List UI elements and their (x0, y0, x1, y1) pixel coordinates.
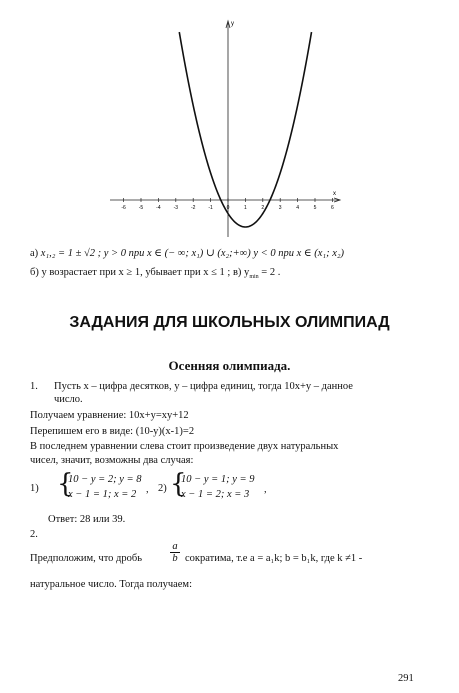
section-heading: ЗАДАНИЯ ДЛЯ ШКОЛЬНЫХ ОЛИМПИАД (69, 314, 390, 331)
case-2-row-1: 10 − y = 1; y = 9 (181, 474, 255, 485)
fraction-a-over-b (170, 541, 180, 564)
page-number: 291 (398, 673, 414, 684)
x-tick-label: 3 (278, 205, 282, 211)
answer-a (30, 247, 344, 260)
answer-b (30, 266, 280, 284)
answer-b-sub: min (249, 274, 259, 281)
x-tick-label: 6 (331, 205, 334, 211)
case-2-row-2: x − 1 = 2; x = 3 (181, 489, 250, 500)
case-1-row-1: 10 − y = 2; y = 8 (68, 474, 142, 485)
problem-1-line-5: чисел, значит, возможны два случая: (30, 455, 194, 466)
answer-a-formula: x₁,₂ = 1 ± √2 ; y > 0 при x ∈ (− ∞; x₁) ∪ (x₂;+∞) y < 0 при x ∈ (x₁; x₂) (40, 248, 344, 259)
fraction-denominator: b (172, 553, 178, 564)
problem-1-line-4: В последнем уравнении слева стоит произведение двух натуральных (30, 441, 339, 452)
case-1-brace: { (57, 469, 74, 499)
x-tick-label: 4 (296, 205, 299, 211)
problem-2-text-after: сократима, т.е a = a₁k; b = b₁k, где k ≠1 - (185, 553, 363, 564)
case-separator-2: , (264, 484, 267, 495)
x-tick-label: -5 (138, 205, 144, 211)
problem-1-number: 1. (30, 381, 38, 392)
parabola-curve (179, 32, 311, 227)
x-axis-label: x (333, 191, 336, 197)
answer-b-text: б) y возрастает при x ≥ 1, убывает при x ≤ 1 ; в) y (30, 267, 250, 278)
problem-1-answer: Ответ: 28 или 39. (48, 514, 126, 525)
section-subheading: Осенняя олимпиада. (168, 358, 291, 373)
x-tick-label: -6 (121, 205, 126, 211)
x-tick-label: -1 (208, 205, 213, 211)
case-2-system (170, 469, 265, 503)
x-tick-label: -2 (190, 205, 196, 211)
problem-1-line-2: Получаем уравнение: 10x+y=xy+12 (30, 410, 189, 421)
problem-2-line-2: натуральное число. Тогда получаем: (30, 579, 192, 590)
case-separator-1: , (146, 484, 149, 495)
case-1-label: 1) (30, 483, 39, 494)
problem-1-line-3: Перепишем его в виде: (10-y)(x-1)=2 (30, 426, 195, 437)
case-2-brace: { (170, 469, 187, 499)
x-tick-label: 1 (244, 205, 247, 211)
problem-2-text-before: Предположим, что дробь (30, 553, 143, 564)
x-tick-label: -4 (156, 205, 161, 211)
problem-1-line-1: Пусть x – цифра десятков, y – цифра единиц, тогда 10x+y – данное (54, 381, 353, 392)
case-1-system (57, 469, 152, 503)
answer-b-tail: = 2 . (258, 267, 281, 278)
y-axis-label: y (231, 21, 234, 27)
parabola-graph (100, 15, 350, 240)
x-tick-label: -3 (173, 205, 179, 211)
problem-2-number: 2. (30, 529, 38, 540)
answer-a-label: а) (30, 248, 39, 259)
case-1-row-2: x − 1 = 1; x = 2 (68, 489, 137, 500)
x-tick-label: 2 (261, 205, 265, 211)
x-tick-label: 0 (226, 205, 230, 211)
problem-1-line-1b: число. (54, 394, 83, 405)
x-tick-label: 5 (313, 205, 317, 211)
fraction-numerator: a (172, 541, 178, 552)
case-2-label: 2) (158, 483, 167, 494)
